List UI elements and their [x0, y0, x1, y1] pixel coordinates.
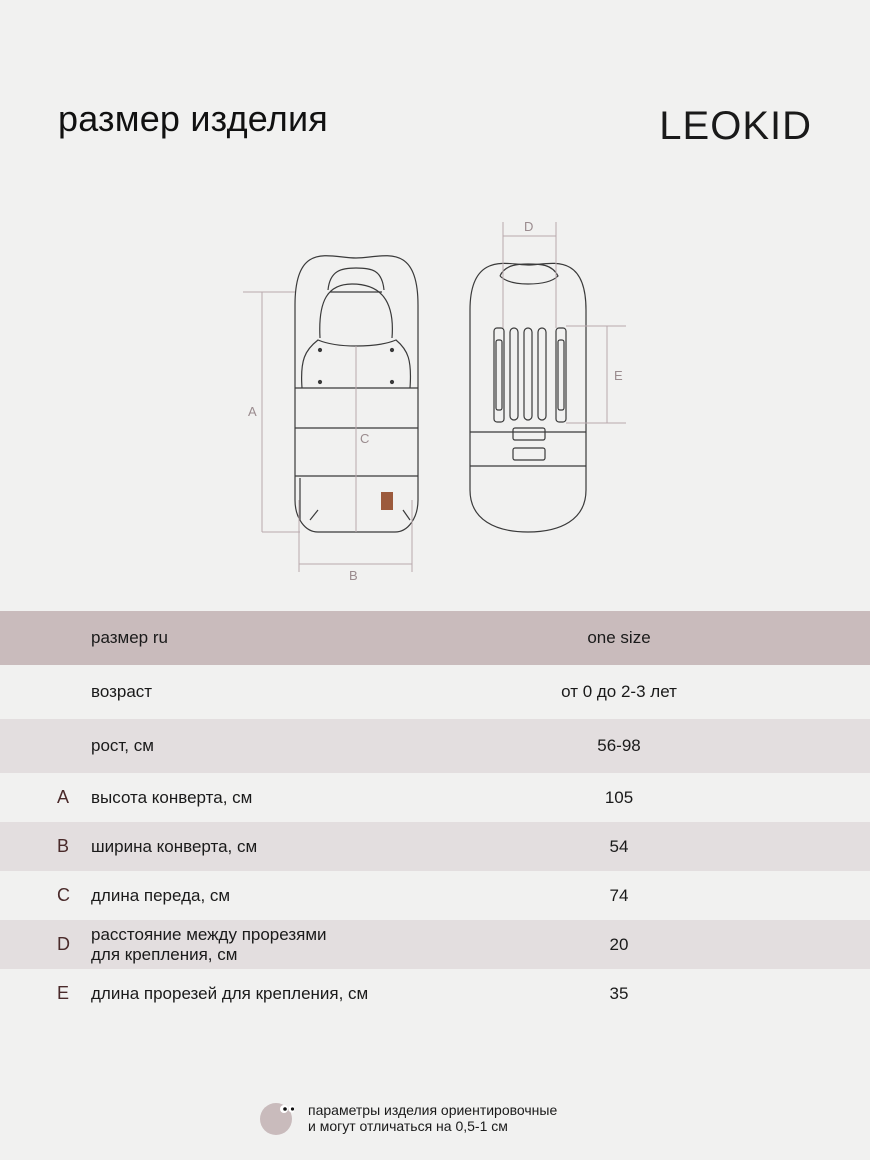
row-label: длина прорезей для крепления, см [91, 983, 369, 1003]
row-value: 20 [609, 934, 629, 954]
table-row [0, 920, 870, 969]
mascot-icon [258, 1100, 294, 1136]
note-line-2: и могут отличаться на 0,5-1 см [308, 1118, 508, 1134]
dim-label-b: B [349, 568, 358, 583]
back-outline [470, 263, 586, 532]
row-value: 54 [609, 836, 629, 856]
row-value: 56-98 [597, 736, 641, 755]
row-letter: C [57, 885, 70, 905]
row-value: 105 [604, 787, 634, 807]
dim-label-c: C [360, 431, 370, 446]
table-row [0, 719, 870, 773]
row-value: 74 [609, 885, 629, 905]
brand-logo: LEOKID [659, 104, 812, 148]
row-value: 35 [609, 983, 629, 1003]
row-label: ширина конверта, см [91, 836, 258, 856]
size-table [0, 611, 870, 1018]
header-value: one size [587, 628, 651, 647]
row-letter: B [57, 836, 70, 856]
row-label: возраст [91, 682, 153, 701]
table-row [0, 969, 870, 1018]
table-header-row [0, 611, 870, 665]
table-row [0, 773, 870, 822]
row-letter: A [57, 787, 70, 807]
row-label-multiline [91, 925, 327, 965]
table-row [0, 665, 870, 719]
dimension-d [503, 222, 556, 328]
note-line-1: параметры изделия ориентировочные [308, 1102, 558, 1118]
row-label-line1: расстояние между прорезями [91, 924, 327, 944]
row-label: рост, см [91, 736, 154, 755]
row-letter: D [57, 934, 70, 954]
page-title: размер изделия [58, 98, 329, 139]
row-value: от 0 до 2-3 лет [561, 682, 677, 701]
dim-label-a: A [248, 404, 257, 419]
dim-label-e: E [614, 368, 623, 383]
row-label: высота конверта, см [91, 787, 253, 807]
back-view [470, 263, 586, 532]
dim-label-d: D [524, 219, 534, 234]
row-label: длина переда, см [91, 885, 231, 905]
table-row [0, 822, 870, 871]
brand-patch [381, 492, 393, 510]
row-letter: E [57, 983, 70, 1003]
size-diagram [0, 200, 870, 600]
table-row [0, 871, 870, 920]
header-label: размер ru [91, 628, 168, 647]
disclaimer-note [258, 1100, 557, 1136]
row-label-line2: для крепления, см [91, 944, 238, 964]
